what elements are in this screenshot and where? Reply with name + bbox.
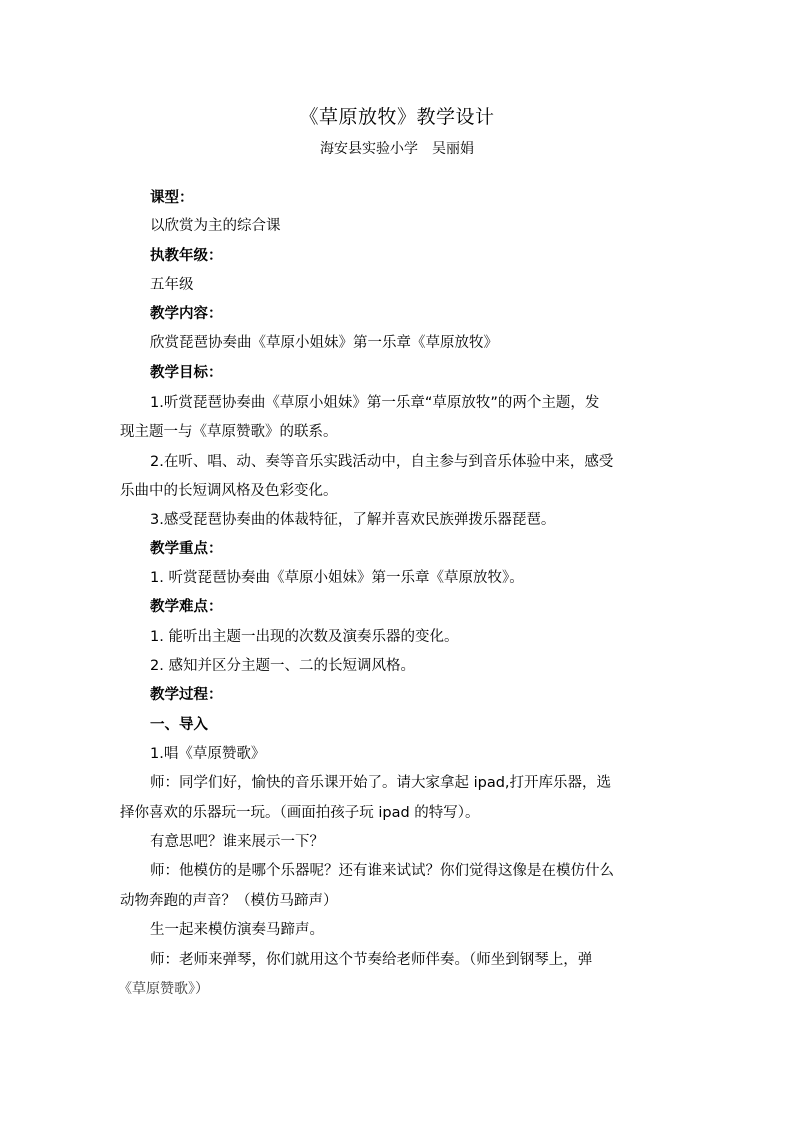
process-part1-heading: 一、导入 [150,717,208,733]
lesson-type-heading: 课型： [150,190,194,206]
grade-heading: 执教年级： [150,248,223,264]
process-para-5: 生一起来模仿演奏马蹄声。 [150,922,324,938]
process-para-1: 1.唱《草原赞歌》 [150,746,266,762]
content-heading: 教学内容： [150,306,223,322]
process-para-2-line2: 择你喜欢的乐器玩一玩。（画面拍孩子玩 ipad 的特写）。 [120,805,480,821]
objectives-heading: 教学目标： [150,365,223,381]
content-text: 欣赏琵琶协奏曲《草原小姐妹》第一乐章《草原放牧》 [150,335,498,351]
difficulty-1: 1. 能听出主题一出现的次数及演奏乐器的变化。 [150,629,459,645]
process-para-4-line2: 动物奔跑的声音？（模仿马蹄声） [120,893,338,909]
process-para-4-line1: 师：他模仿的是哪个乐器呢？还有谁来试试？你们觉得这像是在模仿什么 [150,863,614,879]
objective-1-line2: 现主题一与《草原赞歌》的联系。 [120,424,338,440]
process-para-3: 有意思吧？谁来展示一下？ [150,834,324,850]
process-heading: 教学过程： [150,687,223,703]
objective-1-line1: 1.听赏琵琶协奏曲《草原小姐妹》第一乐章“草原放牧”的两个主题，发 [150,395,600,411]
objective-3: 3.感受琵琶协奏曲的体裁特征，了解并喜欢民族弹拨乐器琵琶。 [150,512,556,528]
difficulties-heading: 教学难点： [150,599,223,615]
key-point-1: 1. 听赏琵琶协奏曲《草原小姐妹》第一乐章《草原放牧》。 [150,570,524,586]
document-author: 海安县实验小学 吴丽娟 [320,141,474,157]
process-para-6-line2: 《草原赞歌》） [118,981,209,997]
objective-2-line2: 乐曲中的长短调风格及色彩变化。 [120,483,338,499]
grade-content: 五年级 [150,277,194,293]
process-para-6-line1: 师：老师来弹琴，你们就用这个节奏给老师伴奏。（师坐到钢琴上，弹 [150,952,593,968]
lesson-type-content: 以欣赏为主的综合课 [150,218,281,234]
process-para-2-line1: 师：同学们好，愉快的音乐课开始了。请大家拿起 ipad,打开库乐器，选 [150,775,612,791]
difficulty-2: 2. 感知并区分主题一、二的长短调风格。 [150,658,415,674]
objective-2-line1: 2.在听、唱、动、奏等音乐实践活动中，自主参与到音乐体验中来，感受 [150,454,614,470]
key-points-heading: 教学重点： [150,541,223,557]
document-title: 《草原放牧》教学设计 [299,106,495,128]
